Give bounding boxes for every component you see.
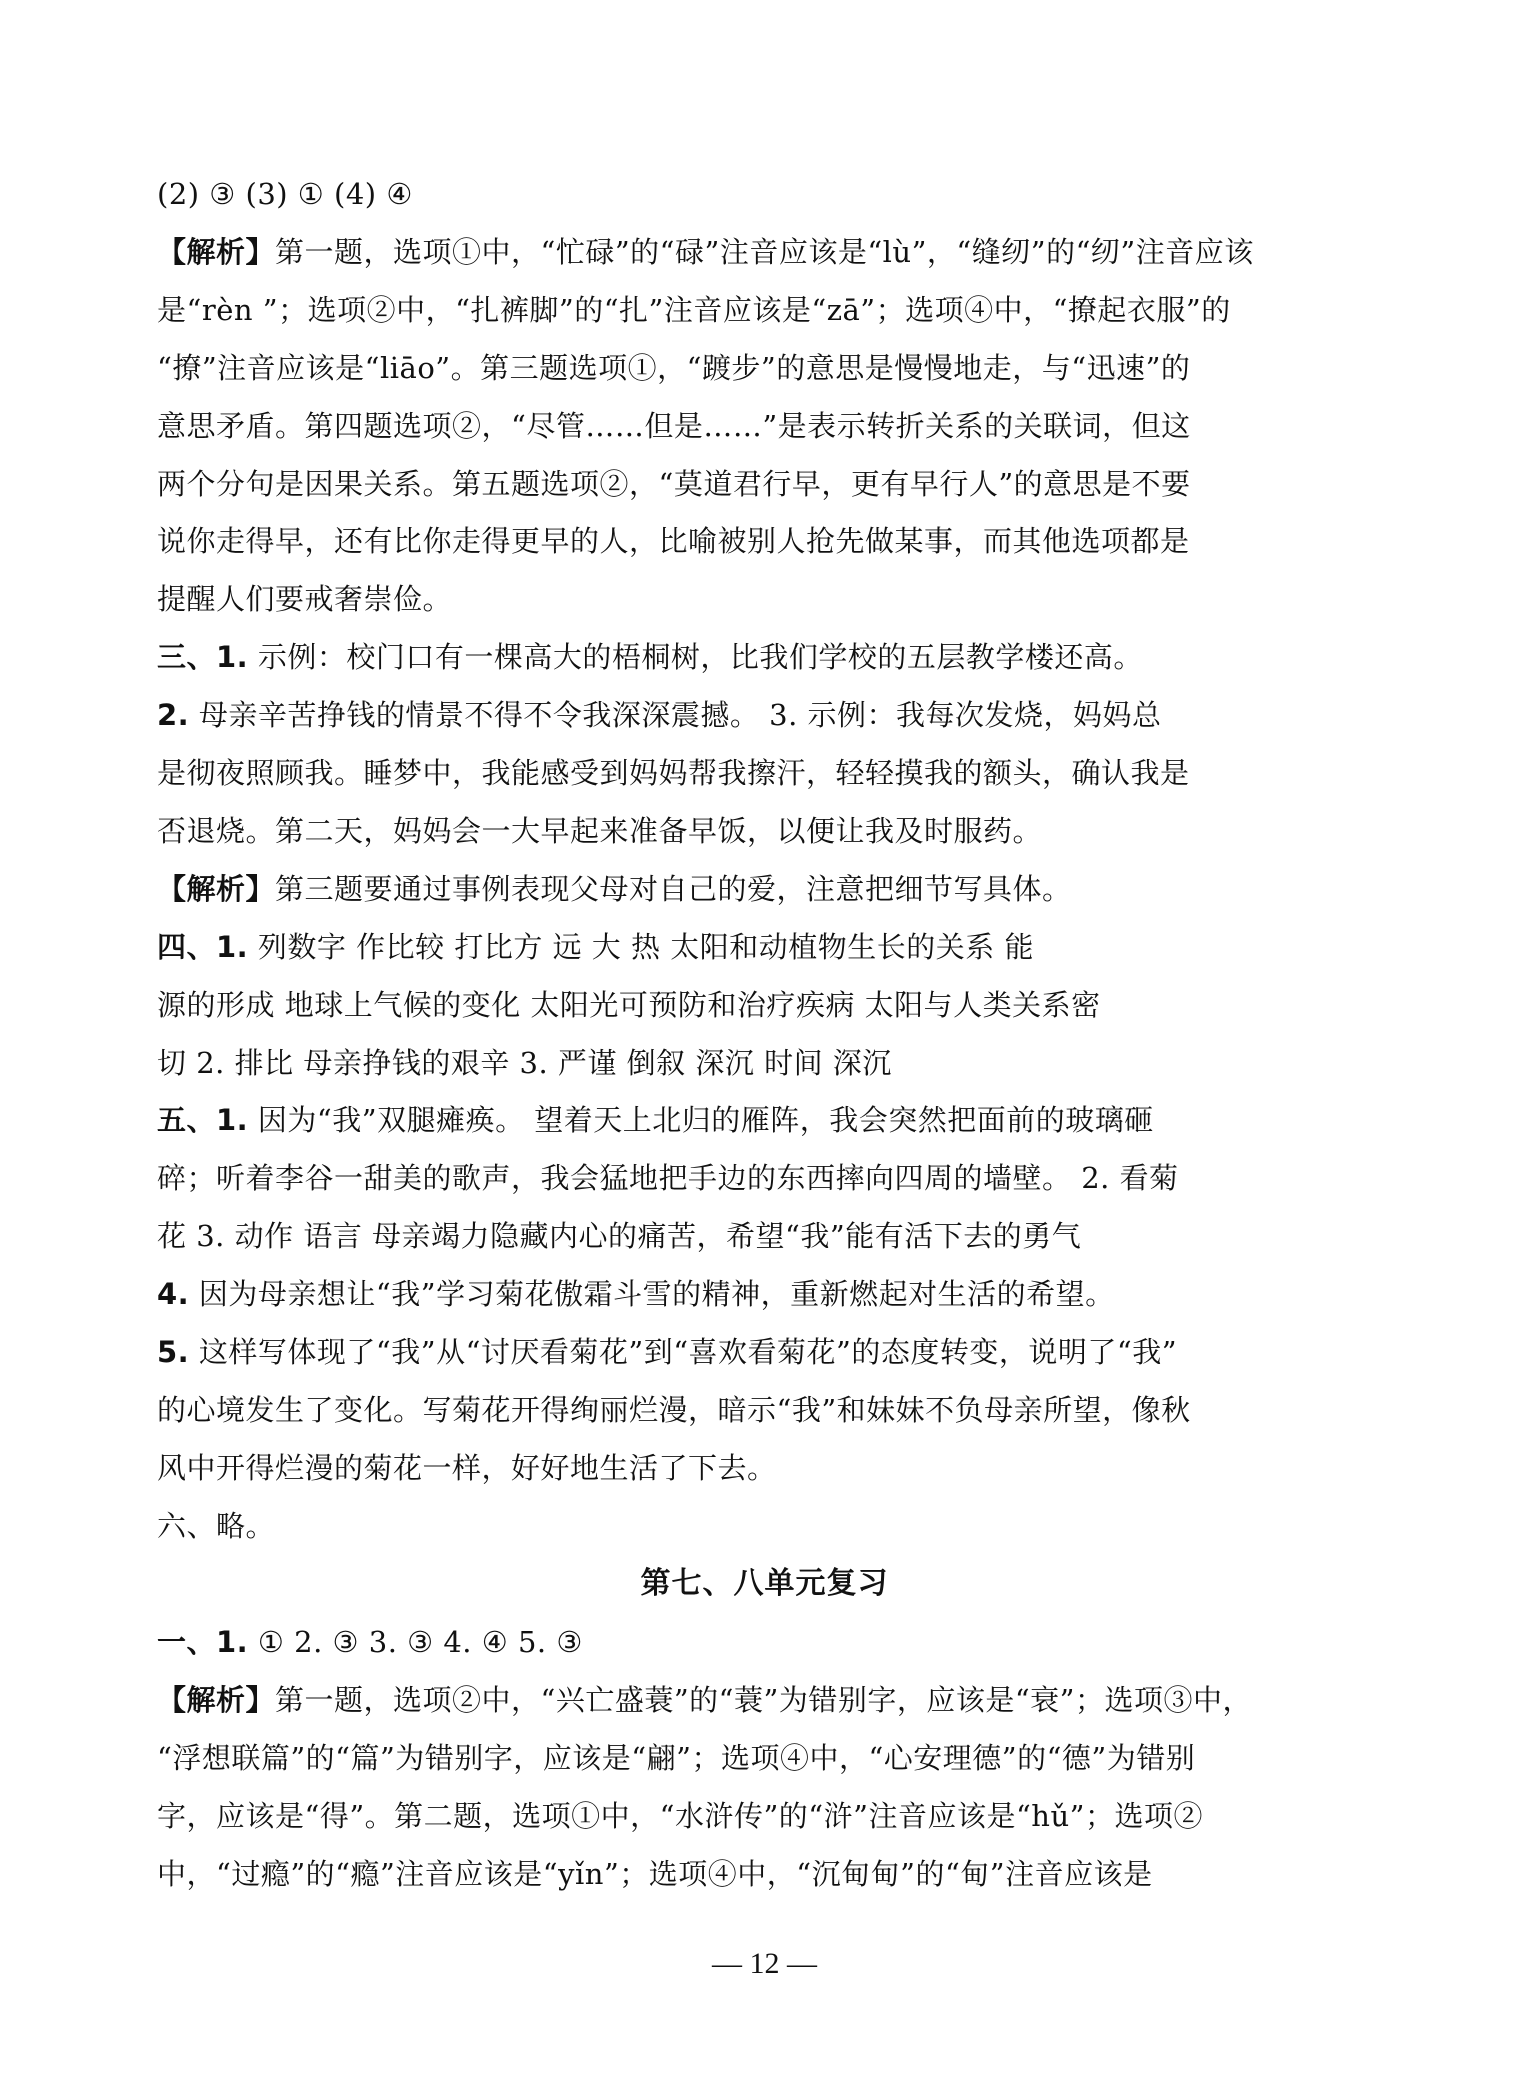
page-number: — 12 — (712, 1947, 817, 1980)
line-text: 母亲辛苦挣钱的情景不得不令我深深震撼。 3. 示例：我每次发烧，妈妈总 (189, 698, 1162, 732)
text-line (157, 1092, 1317, 1148)
line-text: 第三题要通过事例表现父母对自己的爱，注意把细节写具体。 (275, 872, 1072, 906)
line-text: 源的形成 地球上气候的变化 太阳光可预防和治疗疾病 太阳与人类关系密 (157, 988, 1101, 1022)
item-marker: 四、1. (157, 930, 249, 964)
text-line (157, 224, 1317, 280)
item-marker: 五、1. (157, 1103, 249, 1137)
section-title: 第七、八单元复习 (640, 1566, 889, 1601)
line-text: 的心境发生了变化。写菊花开得绚丽烂漫，暗示“我”和妹妹不负母亲所望，像秋 (157, 1393, 1191, 1427)
item-marker: 三、1. (157, 640, 249, 674)
line-text: 中，“过瘾”的“瘾”注音应该是“yǐn”；选项④中，“沉甸甸”的“甸”注音应该是 (157, 1857, 1153, 1891)
line-text: 是彻夜照顾我。睡梦中，我能感受到妈妈帮我擦汗，轻轻摸我的额头，确认我是 (157, 756, 1190, 790)
line-text: 是“rèn ”；选项②中，“扎裤脚”的“扎”注音应该是“zā”；选项④中，“撩起衣服”的 (157, 293, 1231, 327)
line-text: 否退烧。第二天，妈妈会一大早起来准备早饭，以便让我及时服药。 (157, 814, 1043, 848)
text-line (157, 687, 1317, 743)
line-text: 两个分句是因果关系。第五题选项②，“莫道君行早，更有早行人”的意思是不要 (157, 467, 1191, 501)
text-line (157, 1150, 1317, 1206)
text-line (157, 1382, 1317, 1438)
text-line (157, 803, 1317, 859)
text-line (157, 745, 1317, 801)
text-line (157, 340, 1317, 396)
line-text: 说你走得早，还有比你走得更早的人，比喻被别人抢先做某事，而其他选项都是 (157, 524, 1190, 558)
line-text: 因为“我”双腿瘫痪。 望着天上北归的雁阵，我会突然把面前的玻璃砸 (248, 1103, 1154, 1137)
text-line (157, 861, 1317, 917)
text-line (157, 1208, 1317, 1264)
text-line (157, 398, 1317, 454)
line-text: “撩”注音应该是“liāo”。第三题选项①，“踱步”的意思是慢慢地走，与“迅速”的 (157, 351, 1191, 385)
text-line (157, 919, 1317, 975)
text-line (157, 166, 1317, 222)
item-marker: 4. (157, 1277, 190, 1311)
text-line (157, 1672, 1317, 1728)
line-text: (2) ③ (3) ① (4) ④ (157, 177, 413, 211)
text-line (157, 977, 1317, 1033)
text-line (157, 456, 1317, 512)
line-text: 字，应该是“得”。第二题，选项①中，“水浒传”的“浒”注音应该是“hǔ”；选项② (157, 1799, 1203, 1833)
line-text: 意思矛盾。第四题选项②，“尽管……但是……”是表示转折关系的关联词，但这 (157, 409, 1191, 443)
text-line (157, 1730, 1317, 1786)
line-text: 碎；听着李谷一甜美的歌声，我会猛地把手边的东西摔向四周的墙壁。 2. 看菊 (157, 1161, 1179, 1195)
text-line (157, 282, 1317, 338)
item-marker: 一、1. (157, 1625, 249, 1659)
text-line (157, 1324, 1317, 1380)
line-text: 第一题，选项①中，“忙碌”的“碌”注音应该是“lù”，“缝纫”的“纫”注音应该 (275, 235, 1254, 269)
text-line (157, 513, 1317, 569)
line-text: 因为母亲想让“我”学习菊花傲霜斗雪的精神，重新燃起对生活的希望。 (189, 1277, 1115, 1311)
item-marker: 5. (157, 1335, 190, 1369)
text-line (157, 1035, 1317, 1091)
line-text: 这样写体现了“我”从“讨厌看菊花”到“喜欢看菊花”的态度转变，说明了“我” (189, 1335, 1178, 1369)
text-line (157, 1498, 1317, 1554)
line-text: 六、略。 (157, 1509, 276, 1543)
item-marker: 2. (157, 698, 190, 732)
line-text: 花 3. 动作 语言 母亲竭力隐藏内心的痛苦，希望“我”能有活下去的勇气 (157, 1219, 1082, 1253)
line-text: “浮想联篇”的“篇”为错别字，应该是“翩”；选项④中，“心安理德”的“德”为错别 (157, 1741, 1196, 1775)
text-line (157, 629, 1317, 685)
text-line (157, 1788, 1317, 1844)
text-line (157, 571, 1317, 627)
item-marker: 【解析】 (157, 872, 276, 906)
text-line (157, 1440, 1317, 1496)
text-line (157, 1266, 1317, 1322)
line-text: 列数字 作比较 打比方 远 大 热 太阳和动植物生长的关系 能 (248, 930, 1034, 964)
line-text: 切 2. 排比 母亲挣钱的艰辛 3. 严谨 倒叙 深沉 时间 深沉 (157, 1046, 892, 1080)
line-text: 示例：校门口有一棵高大的梧桐树，比我们学校的五层教学楼还高。 (248, 640, 1143, 674)
line-text: 风中开得烂漫的菊花一样，好好地生活了下去。 (157, 1451, 777, 1485)
line-text: 第一题，选项②中，“兴亡盛蓑”的“蓑”为错别字，应该是“衰”；选项③中， (275, 1683, 1252, 1717)
line-text: ① 2. ③ 3. ③ 4. ④ 5. ③ (248, 1625, 583, 1659)
text-line (157, 1614, 1317, 1670)
text-line (157, 1846, 1317, 1902)
item-marker: 【解析】 (157, 1683, 276, 1717)
item-marker: 【解析】 (157, 235, 276, 269)
line-text: 提醒人们要戒奢崇俭。 (157, 582, 453, 616)
